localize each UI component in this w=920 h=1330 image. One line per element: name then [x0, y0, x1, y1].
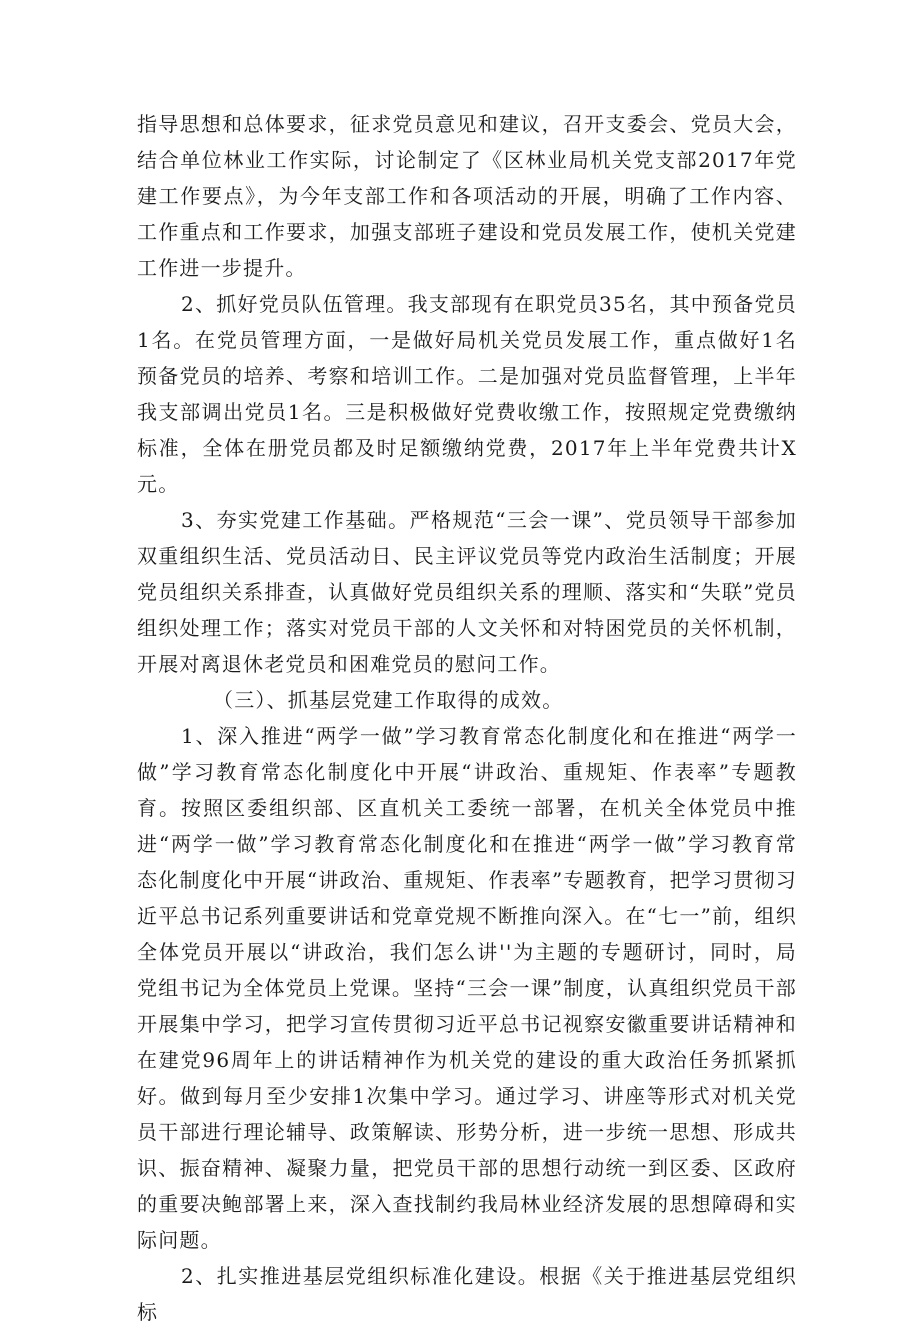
paragraph-two-studies-one-action: 1、深入推进“两学一做”学习教育常态化制度化和在推进“两学一做”学习教育常态化制度化中开展“讲政治、重规矩、作表率”专题教育。按照区委组织部、区直机关工委统一部署，在机关全体党员中推进“两学一做”学习教育常态化制度化和在推进“两学一做”学习教育常态化制度化中开展“讲政治、重规矩、作表率”专题教育，把学习贯彻习近平总书记系列重要讲话和党章党规不断推向深入。在“七一”前，组织全体党员开展以“讲政治，我们怎么讲''为主题的专题研讨，同时，局党组书记为全体党员上党课。坚持“三会一课”制度，认真组织党员干部开展集中学习，把学习宣传贯彻习近平总书记视察安徽重要讲话精神和在建党96周年上的讲话精神作为机关党的建设的重大政治任务抓紧抓好。做到每月至少安排1次集中学习。通过学习、讲座等形式对机关党员干部进行理论辅导、政策解读、形势分析，进一步统一思想、形成共识、振奋精神、凝聚力量，把党员干部的思想行动统一到区委、区政府的重要决鲍部署上来，深入查找制约我局林业经济发展的思想障碍和实际问题。 — [137, 724, 797, 1252]
paragraph-member-management: 2、抓好党员队伍管理。我支部现有在职党员35名，其中预备党员1名。在党员管理方面，一是做好局机关党员发展工作，重点做好1名预备党员的培养、考察和培训工作。二是加强对党员监督管理，上半年我支部调出党员1名。三是积极做好党费收缴工作，按照规定党费缴纳标准，全体在册党员都及时足额缴纳党费，2017年上半年党费共计X元。 — [137, 292, 797, 496]
document-body — [137, 106, 797, 1330]
paragraph-party-building-foundation: 3、夯实党建工作基础。严格规范“三会一课”、党员领导干部参加双重组织生活、党员活动日、民主评议党员等党内政治生活制度；开展党员组织关系排查，认真做好党员组织关系的理顺、落实和“失联”党员组织处理工作；落实对党员干部的人文关怀和对特困党员的关怀机制，开展对离退休老党员和困难党员的慰问工作。 — [137, 508, 797, 676]
paragraph-guiding-ideology-continuation: 指导思想和总体要求，征求党员意见和建议，召开支委会、党员大会，结合单位林业工作实际，讨论制定了《区林业局机关党支部2017年党建工作要点》，为今年支部工作和各项活动的开展，明确了工作内容、工作重点和工作要求，加强支部班子建设和党员发展工作，使机关党建工作进一步提升。 — [137, 112, 797, 280]
paragraph-standardization-construction: 2、扎实推进基层党组织标准化建设。根据《关于推进基层党组织标 — [137, 1264, 797, 1324]
section-heading-achievements: （三）、抓基层党建工作取得的成效。 — [213, 688, 564, 712]
